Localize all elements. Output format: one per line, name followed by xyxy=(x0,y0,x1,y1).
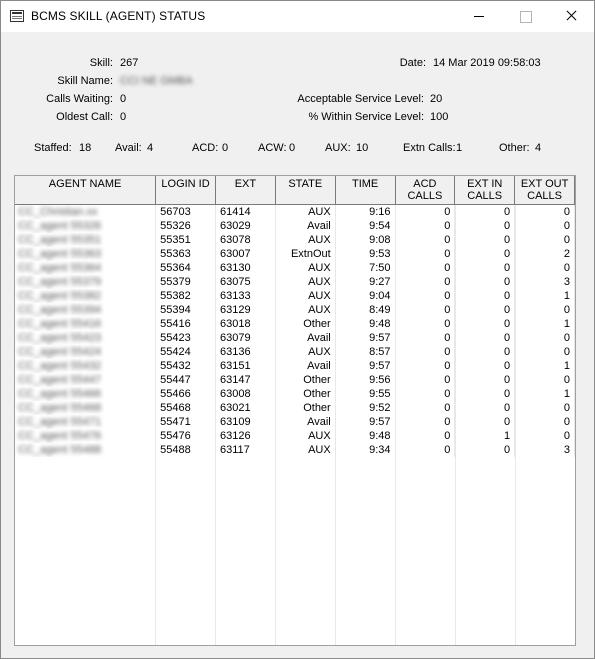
login-id-cell: 55382 xyxy=(156,289,216,303)
ext-cell: 61414 xyxy=(215,204,275,219)
ext-in-calls-cell: 0 xyxy=(455,247,515,261)
agent-name-text: CC_agent 55466 xyxy=(18,387,102,400)
agent-name-text: CC_agent 55416 xyxy=(18,317,102,330)
time-cell: 9:55 xyxy=(335,387,395,401)
ext-cell: 63029 xyxy=(215,219,275,233)
window-title: BCMS SKILL (AGENT) STATUS xyxy=(31,9,206,23)
ext-out-calls-cell: 3 xyxy=(515,275,575,289)
login-id-header[interactable]: LOGIN ID xyxy=(156,176,216,204)
state-cell: Avail xyxy=(275,331,335,345)
agent-name-cell xyxy=(15,204,156,219)
ext-in-calls-cell: 1 xyxy=(455,429,515,443)
table-header-row xyxy=(15,176,575,204)
ext-cell: 63078 xyxy=(215,233,275,247)
agent-name-cell xyxy=(15,415,156,429)
time-cell: 9:54 xyxy=(335,219,395,233)
agent-name-cell xyxy=(15,219,156,233)
login-id-cell: 55363 xyxy=(156,247,216,261)
login-id-cell: 55476 xyxy=(156,429,216,443)
ext-header[interactable]: EXT xyxy=(215,176,275,204)
state-cell: Avail xyxy=(275,219,335,233)
ext-cell: 63018 xyxy=(215,317,275,331)
table-row[interactable] xyxy=(15,415,575,429)
login-id-cell: 55447 xyxy=(156,373,216,387)
staffed-label: Staffed: xyxy=(34,142,72,154)
ext-in-calls-cell: 0 xyxy=(455,289,515,303)
agent-name-text: CC_agent 55382 xyxy=(18,289,102,302)
state-cell: AUX xyxy=(275,233,335,247)
ext-in-calls-cell: 0 xyxy=(455,359,515,373)
login-id-cell: 55394 xyxy=(156,303,216,317)
acd-calls-cell: 0 xyxy=(395,429,455,443)
agent-name-text: CC_agent 55364 xyxy=(18,261,102,274)
minimize-button[interactable] xyxy=(456,1,502,32)
skill-name-value: CCI NE GMBA xyxy=(120,75,193,87)
agent-name-text: CC_Christian.xx xyxy=(18,205,98,218)
app-icon xyxy=(10,10,24,22)
acd-calls-cell: 0 xyxy=(395,261,455,275)
skill-name-label: Skill Name: xyxy=(57,75,113,87)
agent-name-text: CC_agent 55488 xyxy=(18,443,102,456)
close-button[interactable] xyxy=(548,1,594,32)
agent-name-cell xyxy=(15,303,156,317)
acd-calls-cell: 0 xyxy=(395,331,455,345)
agent-status-grid[interactable] xyxy=(14,175,576,646)
column-divider xyxy=(575,176,576,646)
agent-name-text: CC_agent 55447 xyxy=(18,373,102,386)
ext-out-calls-cell: 0 xyxy=(515,373,575,387)
table-row[interactable] xyxy=(15,247,575,261)
ext-out-calls-cell: 0 xyxy=(515,219,575,233)
ext-out-calls-cell: 0 xyxy=(515,345,575,359)
ext-out-calls-cell: 2 xyxy=(515,247,575,261)
staffed-value: 18 xyxy=(79,142,92,154)
agent-name-cell xyxy=(15,359,156,373)
date-label: Date: xyxy=(399,57,426,69)
avail-label: Avail: xyxy=(115,142,142,154)
maximize-button[interactable] xyxy=(502,1,548,32)
state-cell: AUX xyxy=(275,345,335,359)
ext-out-calls-cell: 0 xyxy=(515,401,575,415)
time-cell: 9:34 xyxy=(335,443,395,457)
acd-calls-cell: 0 xyxy=(395,415,455,429)
login-id-cell: 55488 xyxy=(156,443,216,457)
table-row[interactable] xyxy=(15,359,575,373)
agent-name-cell xyxy=(15,275,156,289)
within-service-level-value: 100 xyxy=(430,111,449,123)
ext-cell: 63021 xyxy=(215,401,275,415)
time-cell: 9:48 xyxy=(335,429,395,443)
oldest-call-value: 0 xyxy=(120,111,127,123)
other-label: Other: xyxy=(499,142,530,154)
agent-name-cell xyxy=(15,233,156,247)
title-bar[interactable] xyxy=(1,1,594,32)
time-cell: 9:56 xyxy=(335,373,395,387)
login-id-cell: 56703 xyxy=(156,204,216,219)
state-cell: AUX xyxy=(275,429,335,443)
ext-in-calls-cell: 0 xyxy=(455,204,515,219)
within-service-level-label: % Within Service Level: xyxy=(308,111,424,123)
agent-name-cell xyxy=(15,373,156,387)
table-body xyxy=(15,204,575,457)
time-cell: 7:50 xyxy=(335,261,395,275)
ext-cell: 63133 xyxy=(215,289,275,303)
ext-out-calls-cell: 0 xyxy=(515,415,575,429)
ext-in-calls-header[interactable]: EXT IN CALLS xyxy=(455,176,515,204)
ext-cell: 63147 xyxy=(215,373,275,387)
agent-name-cell xyxy=(15,331,156,345)
acceptable-service-level-label: Acceptable Service Level: xyxy=(297,93,424,105)
agent-name-text: CC_agent 55379 xyxy=(18,275,102,288)
agent-name-cell xyxy=(15,387,156,401)
agent-name-cell xyxy=(15,443,156,457)
date-value: 14 Mar 2019 09:58:03 xyxy=(433,57,541,69)
acd-calls-cell: 0 xyxy=(395,317,455,331)
ext-in-calls-cell: 0 xyxy=(455,415,515,429)
agent-table xyxy=(15,176,575,457)
time-cell: 9:57 xyxy=(335,331,395,345)
acd-calls-cell: 0 xyxy=(395,303,455,317)
state-cell: AUX xyxy=(275,303,335,317)
acd-label: ACD: xyxy=(192,142,219,154)
login-id-cell: 55424 xyxy=(156,345,216,359)
time-cell: 9:08 xyxy=(335,233,395,247)
ext-in-calls-cell: 0 xyxy=(455,387,515,401)
table-row[interactable] xyxy=(15,261,575,275)
ext-cell: 63079 xyxy=(215,331,275,345)
acd-calls-cell: 0 xyxy=(395,275,455,289)
agent-name-cell xyxy=(15,247,156,261)
state-cell: Other xyxy=(275,373,335,387)
skill-value: 267 xyxy=(120,57,139,69)
state-cell: Avail xyxy=(275,415,335,429)
login-id-cell: 55471 xyxy=(156,415,216,429)
skill-label: Skill: xyxy=(89,57,113,69)
aux-value: 10 xyxy=(356,142,369,154)
ext-cell: 63136 xyxy=(215,345,275,359)
agent-name-cell xyxy=(15,429,156,443)
agent-name-cell xyxy=(15,289,156,303)
calls-waiting-label: Calls Waiting: xyxy=(46,93,113,105)
agent-name-cell xyxy=(15,401,156,415)
agent-name-cell xyxy=(15,317,156,331)
other-value: 4 xyxy=(535,142,542,154)
acd-calls-cell: 0 xyxy=(395,247,455,261)
ext-out-calls-cell: 1 xyxy=(515,317,575,331)
table-row[interactable] xyxy=(15,345,575,359)
ext-in-calls-cell: 0 xyxy=(455,401,515,415)
ext-cell: 63126 xyxy=(215,429,275,443)
ext-cell: 63008 xyxy=(215,387,275,401)
agent-name-text: CC_agent 55432 xyxy=(18,359,102,372)
acd-calls-cell: 0 xyxy=(395,219,455,233)
table-row[interactable] xyxy=(15,219,575,233)
state-cell: AUX xyxy=(275,275,335,289)
aux-label: AUX: xyxy=(325,142,351,154)
time-cell: 9:16 xyxy=(335,204,395,219)
ext-in-calls-cell: 0 xyxy=(455,345,515,359)
ext-in-calls-cell: 0 xyxy=(455,261,515,275)
state-cell: Other xyxy=(275,317,335,331)
ext-out-calls-cell: 1 xyxy=(515,387,575,401)
state-header[interactable]: STATE xyxy=(275,176,335,204)
time-cell: 9:27 xyxy=(335,275,395,289)
table-row[interactable] xyxy=(15,303,575,317)
acd-calls-cell: 0 xyxy=(395,233,455,247)
agent-name-cell xyxy=(15,261,156,275)
state-cell: AUX xyxy=(275,289,335,303)
login-id-cell: 55423 xyxy=(156,331,216,345)
login-id-cell: 55432 xyxy=(156,359,216,373)
acw-value: 0 xyxy=(289,142,296,154)
table-row[interactable] xyxy=(15,233,575,247)
acd-calls-cell: 0 xyxy=(395,204,455,219)
agent-name-text: CC_agent 55424 xyxy=(18,345,102,358)
login-id-cell: 55416 xyxy=(156,317,216,331)
login-id-cell: 55468 xyxy=(156,401,216,415)
acw-label: ACW: xyxy=(258,142,287,154)
acd-calls-cell: 0 xyxy=(395,359,455,373)
ext-cell: 63129 xyxy=(215,303,275,317)
ext-out-calls-cell: 3 xyxy=(515,443,575,457)
ext-in-calls-cell: 0 xyxy=(455,275,515,289)
time-cell: 9:04 xyxy=(335,289,395,303)
state-cell: ExtnOut xyxy=(275,247,335,261)
acd-calls-header[interactable]: ACD CALLS xyxy=(395,176,455,204)
ext-cell: 63130 xyxy=(215,261,275,275)
state-cell: AUX xyxy=(275,261,335,275)
table-row[interactable] xyxy=(15,373,575,387)
table-row[interactable] xyxy=(15,275,575,289)
acd-calls-cell: 0 xyxy=(395,387,455,401)
agent-name-text: CC_agent 55423 xyxy=(18,331,102,344)
ext-cell: 63109 xyxy=(215,415,275,429)
state-cell: Other xyxy=(275,401,335,415)
ext-in-calls-cell: 0 xyxy=(455,373,515,387)
table-row[interactable] xyxy=(15,401,575,415)
agent-name-text: CC_agent 55326 xyxy=(18,219,102,232)
time-cell: 9:57 xyxy=(335,359,395,373)
acd-calls-cell: 0 xyxy=(395,443,455,457)
extn-calls-value: 1 xyxy=(456,142,463,154)
agent-name-text: CC_agent 55394 xyxy=(18,303,102,316)
table-row[interactable] xyxy=(15,204,575,219)
agent-name-text: CC_agent 55363 xyxy=(18,247,102,260)
time-cell: 9:53 xyxy=(335,247,395,261)
acd-calls-cell: 0 xyxy=(395,401,455,415)
time-header[interactable]: TIME xyxy=(335,176,395,204)
ext-in-calls-cell: 0 xyxy=(455,303,515,317)
ext-out-calls-cell: 0 xyxy=(515,233,575,247)
table-row[interactable] xyxy=(15,387,575,401)
time-cell: 9:57 xyxy=(335,415,395,429)
oldest-call-label: Oldest Call: xyxy=(56,111,113,123)
acd-value: 0 xyxy=(222,142,229,154)
ext-in-calls-cell: 0 xyxy=(455,219,515,233)
calls-waiting-value: 0 xyxy=(120,93,127,105)
state-cell: Other xyxy=(275,387,335,401)
ext-cell: 63075 xyxy=(215,275,275,289)
extn-calls-label: Extn Calls: xyxy=(403,142,456,154)
login-id-cell: 55466 xyxy=(156,387,216,401)
ext-cell: 63151 xyxy=(215,359,275,373)
login-id-cell: 55326 xyxy=(156,219,216,233)
ext-out-calls-cell: 0 xyxy=(515,303,575,317)
ext-out-calls-cell: 0 xyxy=(515,204,575,219)
state-cell: Avail xyxy=(275,359,335,373)
time-cell: 9:52 xyxy=(335,401,395,415)
time-cell: 8:57 xyxy=(335,345,395,359)
login-id-cell: 55351 xyxy=(156,233,216,247)
ext-in-calls-cell: 0 xyxy=(455,317,515,331)
ext-out-calls-cell: 0 xyxy=(515,429,575,443)
agent-name-text: CC_agent 55351 xyxy=(18,233,102,246)
ext-cell: 63117 xyxy=(215,443,275,457)
acceptable-service-level-value: 20 xyxy=(430,93,443,105)
ext-out-calls-cell: 0 xyxy=(515,331,575,345)
state-cell: AUX xyxy=(275,443,335,457)
ext-in-calls-cell: 0 xyxy=(455,331,515,345)
ext-out-calls-cell: 1 xyxy=(515,359,575,373)
acd-calls-cell: 0 xyxy=(395,373,455,387)
ext-out-calls-cell: 1 xyxy=(515,289,575,303)
avail-value: 4 xyxy=(147,142,154,154)
ext-out-calls-header[interactable]: EXT OUT CALLS xyxy=(515,176,575,204)
table-row[interactable] xyxy=(15,289,575,303)
ext-out-calls-cell: 0 xyxy=(515,261,575,275)
agent-name-text: CC_agent 55471 xyxy=(18,415,102,428)
acd-calls-cell: 0 xyxy=(395,345,455,359)
agent-name-text: CC_agent 55476 xyxy=(18,429,102,442)
table-row[interactable] xyxy=(15,317,575,331)
state-cell: AUX xyxy=(275,204,335,219)
login-id-cell: 55364 xyxy=(156,261,216,275)
time-cell: 9:48 xyxy=(335,317,395,331)
agent-name-text: CC_agent 55468 xyxy=(18,401,102,414)
table-row[interactable] xyxy=(15,443,575,457)
agent-name-header[interactable]: AGENT NAME xyxy=(15,176,156,204)
ext-in-calls-cell: 0 xyxy=(455,233,515,247)
login-id-cell: 55379 xyxy=(156,275,216,289)
table-row[interactable] xyxy=(15,331,575,345)
ext-in-calls-cell: 0 xyxy=(455,443,515,457)
table-row[interactable] xyxy=(15,429,575,443)
ext-cell: 63007 xyxy=(215,247,275,261)
acd-calls-cell: 0 xyxy=(395,289,455,303)
time-cell: 8:49 xyxy=(335,303,395,317)
agent-name-cell xyxy=(15,345,156,359)
